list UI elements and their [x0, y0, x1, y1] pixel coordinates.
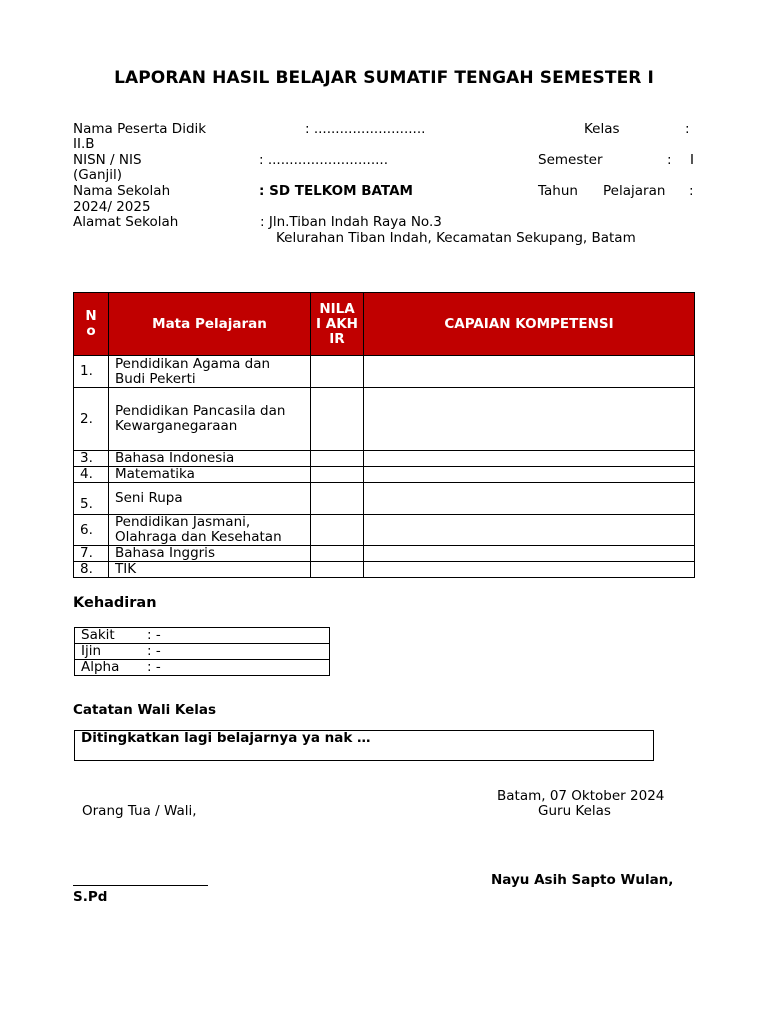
semester-colon: : — [667, 152, 672, 168]
attendance-row — [75, 628, 330, 644]
attendance-cell — [75, 660, 330, 676]
attendance-heading: Kehadiran — [73, 595, 157, 611]
report-title: LAPORAN HASIL BELAJAR SUMATIF TENGAH SEMESTER I — [114, 68, 654, 88]
row-competency — [364, 515, 695, 546]
attendance-table — [74, 627, 330, 676]
school-name-value — [259, 183, 413, 199]
row-competency — [364, 483, 695, 515]
semester-value: I — [690, 152, 694, 168]
row-competency — [364, 467, 695, 483]
table-row — [74, 451, 695, 467]
school-name-text: SD TELKOM BATAM — [269, 183, 413, 199]
row-score — [311, 467, 364, 483]
student-name-label: Nama Peserta Didik — [73, 121, 207, 137]
row-subject: Pendidikan Jasmani, Olahraga dan Kesehatan — [109, 515, 311, 546]
row-number: 5. — [74, 483, 109, 515]
table-row — [74, 515, 695, 546]
table-row — [74, 388, 695, 451]
class-value: II.B — [73, 136, 95, 152]
semester-label: Semester — [538, 152, 603, 168]
student-name-value: : .......................... — [305, 121, 426, 137]
notes-heading: Catatan Wali Kelas — [73, 702, 217, 718]
row-competency — [364, 356, 695, 388]
notes-box — [74, 730, 654, 761]
row-number: 1. — [74, 356, 109, 388]
attendance-value: : - — [147, 627, 161, 643]
class-label: Kelas — [584, 121, 620, 137]
school-name-label: Nama Sekolah — [73, 183, 171, 199]
header-competency: CAPAIAN KOMPETENSI — [364, 293, 695, 356]
school-name-colon: : — [259, 183, 265, 199]
parent-signature-line — [73, 885, 208, 886]
attendance-label: Sakit — [81, 627, 115, 643]
grades-header-row — [74, 293, 695, 356]
row-number: 2. — [74, 388, 109, 451]
header-no: N o — [74, 293, 109, 356]
teacher-title: S.Pd — [73, 889, 108, 905]
row-competency — [364, 451, 695, 467]
year-colon: : — [689, 183, 694, 199]
address-label: Alamat Sekolah — [73, 214, 179, 230]
teacher-name: Nayu Asih Sapto Wulan, — [491, 872, 674, 888]
year-label-b: Pelajaran — [603, 183, 666, 199]
row-score — [311, 356, 364, 388]
table-row — [74, 562, 695, 578]
address-line-1: : Jln.Tiban Indah Raya No.3 — [260, 214, 442, 230]
attendance-row — [75, 644, 330, 660]
row-subject: Pendidikan Agama dan Budi Pekerti — [109, 356, 311, 388]
nisn-label: NISN / NIS — [73, 152, 142, 168]
row-score — [311, 515, 364, 546]
address-line-2: Kelurahan Tiban Indah, Kecamatan Sekupang, Batam — [276, 230, 636, 246]
notes-text: Ditingkatkan lagi belajarnya ya nak … — [81, 730, 371, 746]
row-subject: Matematika — [109, 467, 311, 483]
attendance-label: Alpha — [81, 659, 120, 675]
row-number: 4. — [74, 467, 109, 483]
attendance-row — [75, 660, 330, 676]
row-subject: Seni Rupa — [109, 483, 311, 515]
semester-value-detail: (Ganjil) — [73, 167, 123, 183]
row-subject: Pendidikan Pancasila dan Kewarganegaraan — [109, 388, 311, 451]
table-row — [74, 467, 695, 483]
row-competency — [364, 388, 695, 451]
grades-table — [73, 292, 695, 578]
class-colon: : — [685, 121, 690, 137]
teacher-label: Guru Kelas — [538, 803, 611, 819]
year-value: 2024/ 2025 — [73, 199, 151, 215]
table-row — [74, 546, 695, 562]
row-competency — [364, 562, 695, 578]
row-score — [311, 562, 364, 578]
year-label-a: Tahun — [538, 183, 578, 199]
row-number: 3. — [74, 451, 109, 467]
parent-label: Orang Tua / Wali, — [82, 803, 197, 819]
row-competency — [364, 546, 695, 562]
attendance-cell — [75, 628, 330, 644]
row-number: 6. — [74, 515, 109, 546]
row-subject: TIK — [109, 562, 311, 578]
row-score — [311, 546, 364, 562]
attendance-value: : - — [147, 643, 161, 659]
row-number: 8. — [74, 562, 109, 578]
row-score — [311, 483, 364, 515]
header-subject: Mata Pelajaran — [109, 293, 311, 356]
nisn-value: : ............................ — [259, 152, 388, 168]
row-subject: Bahasa Inggris — [109, 546, 311, 562]
table-row — [74, 356, 695, 388]
attendance-label: Ijin — [81, 643, 102, 659]
row-score — [311, 451, 364, 467]
attendance-cell — [75, 644, 330, 660]
row-score — [311, 388, 364, 451]
attendance-value: : - — [147, 659, 161, 675]
place-date: Batam, 07 Oktober 2024 — [497, 788, 665, 804]
row-subject: Bahasa Indonesia — [109, 451, 311, 467]
table-row — [74, 483, 695, 515]
row-number: 7. — [74, 546, 109, 562]
header-score: NILA I AKH IR — [311, 293, 364, 356]
